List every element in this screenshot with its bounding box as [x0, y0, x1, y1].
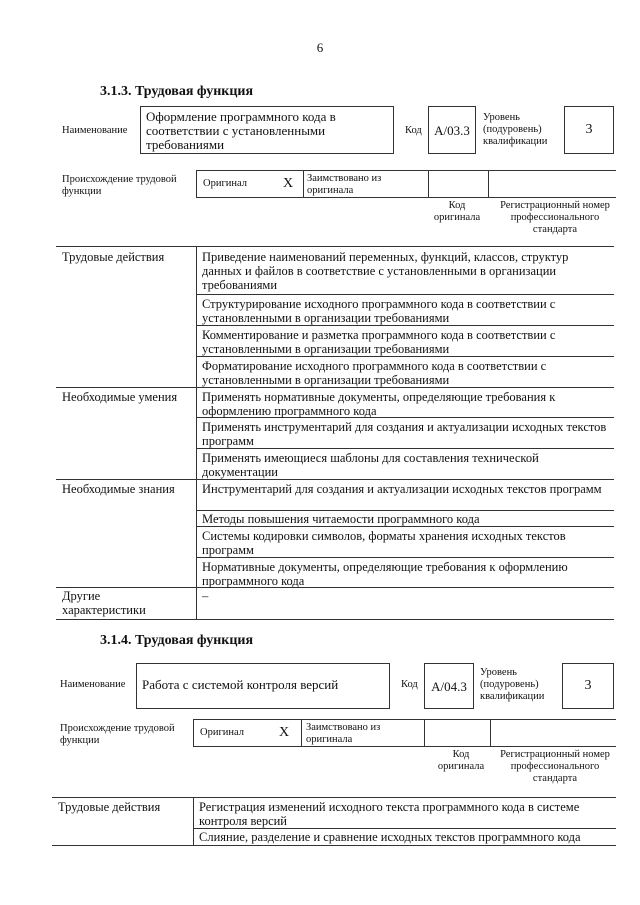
code-value-313: A/03.3: [428, 106, 476, 154]
list-item: Нормативные документы, определяющие требования к оформлению программного кода: [202, 560, 568, 588]
original-label-313: Оригинал: [203, 178, 247, 189]
origin-label-313: Происхождение трудовой функции: [62, 174, 177, 197]
name-value-314: Работа с системой контроля версий: [136, 663, 390, 709]
name-label-314: Наименование: [60, 679, 126, 690]
group-label-knowledge: Необходимые знания: [62, 482, 175, 496]
list-item: Системы кодировки символов, форматы хранения исходных текстов программ: [202, 529, 566, 557]
group-label-other: Другие характеристики: [62, 589, 146, 617]
list-item: Применять имеющиеся шаблоны для составления технической документации: [202, 451, 539, 479]
level-value-313: 3: [564, 106, 614, 154]
list-item: Применять нормативные документы, определяющие требования к оформлению программного кода: [202, 390, 556, 418]
borrowed-label-314: Заимствовано из оригинала: [306, 722, 381, 745]
level-label-313: Уровень (подуровень) квалификации: [483, 112, 548, 147]
origin-label-314: Происхождение трудовой функции: [60, 723, 175, 746]
list-item: Форматирование исходного программного кода в соответствии с установленными в организации требованиями: [202, 359, 547, 387]
orig-code-label-313: Код оригинала: [433, 200, 481, 223]
orig-code-label-314: Код оригинала: [437, 749, 485, 772]
list-item: Слияние, разделение и сравнение исходных текстов программного кода: [199, 830, 581, 844]
name-label-313: Наименование: [62, 125, 128, 136]
list-item: Структурирование исходного программного кода в соответствии с установленными в организации требованиями: [202, 297, 556, 325]
section-title-313: 3.1.3. Трудовая функция: [100, 84, 254, 99]
code-label-314: Код: [401, 679, 418, 690]
borrowed-label-313: Заимствовано из оригинала: [307, 173, 382, 196]
code-label-313: Код: [405, 125, 422, 136]
level-value-314: 3: [562, 663, 614, 709]
group-label-labor-actions-314: Трудовые действия: [58, 800, 161, 814]
name-value-313: Оформление программного кода в соответствии с установленными требованиями: [140, 106, 394, 154]
list-item: Инструментарий для создания и актуализации исходных текстов программ: [202, 482, 602, 496]
list-item: Методы повышения читаемости программного кода: [202, 512, 480, 526]
reg-num-label-313: Регистрационный номер профессионального стандарта: [500, 200, 610, 235]
original-label-314: Оригинал: [200, 727, 244, 738]
original-mark-313: X: [283, 176, 294, 191]
level-label-314: Уровень (подуровень) квалификации: [480, 667, 545, 702]
list-item: Комментирование и разметка программного кода в соответствии с установленными в организации требованиями: [202, 328, 556, 356]
section-title-314: 3.1.4. Трудовая функция: [100, 633, 254, 648]
list-item: Применять инструментарий для создания и актуализации исходных текстов программ: [202, 420, 607, 448]
list-item: –: [202, 589, 209, 603]
list-item: Приведение наименований переменных, функций, классов, структур данных и файлов в соответствие с установленными в организации требованиями: [202, 250, 569, 292]
reg-num-label-314: Регистрационный номер профессионального стандарта: [500, 749, 610, 784]
code-value-314: A/04.3: [424, 663, 474, 709]
group-label-labor-actions: Трудовые действия: [62, 250, 165, 264]
page-number: 6: [316, 40, 324, 55]
original-mark-314: X: [279, 725, 290, 740]
group-label-skills: Необходимые умения: [62, 390, 178, 404]
list-item: Регистрация изменений исходного текста программного кода в системе контроля версий: [199, 800, 580, 828]
